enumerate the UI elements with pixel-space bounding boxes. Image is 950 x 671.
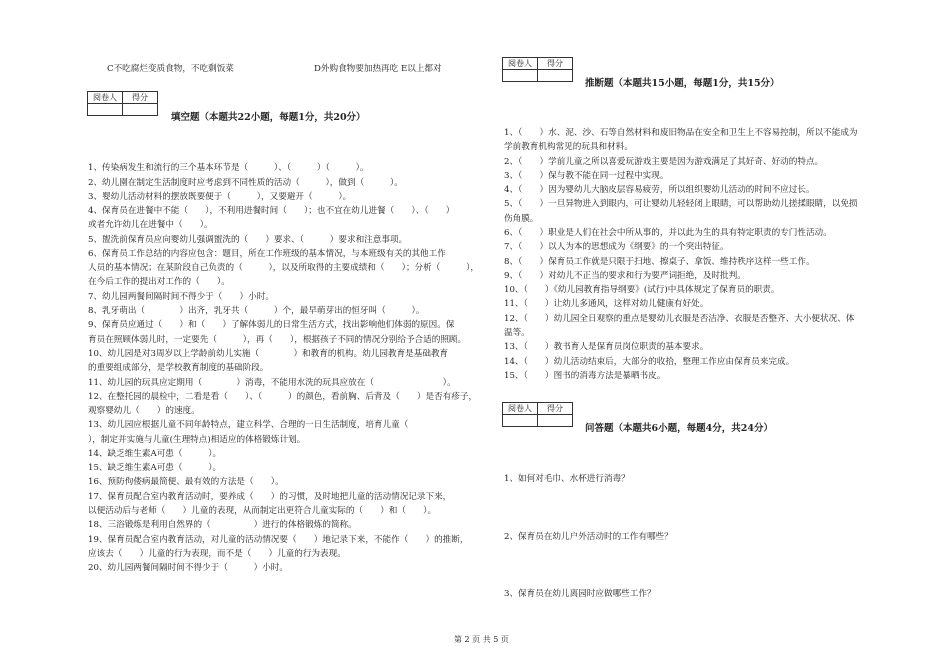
judge-section-title: 推断题（本题共15小题，每题1分，共15分） [585,78,780,89]
fill-line: 15、缺乏维生素A可患（ ）。 [88,463,222,473]
fill-line: 3、婴幼儿活动材料的摆放既要便于（ ），又要避开（ ）。 [88,192,352,202]
judge-line: 温等。 [504,328,530,338]
fill-line: 17、保育员配合室内教育活动时，要养成（ ）的习惯，及时地把儿童的活动情况记录下来， [88,492,452,502]
fill-line: 2、幼儿園在制定生活制度时应考虑到不同性质的活动（ ），做到（ ）。 [88,178,403,188]
fill-line: 20、幼儿园两餐间隔时间不得少于（ ）小时。 [88,563,288,573]
fill-line: 应该去（ ）儿童的行为表现，而不是（ ）儿童的行为表现。 [88,549,346,559]
option-de: D外购食物要加热再吃 E以上都对 [314,64,442,74]
fill-line: 10、幼儿园是对3周岁以上学龄前幼儿实施（ ）和教育的机构。幼儿园教育是基础教育 [88,349,449,359]
fill-line: 14、缺乏维生素A可患（ ）。 [88,449,222,459]
qa-question-3: 3、保育员在幼儿离园时应做哪些工作？ [504,589,656,599]
fill-line: 观察婴幼儿（ ）的速度。 [88,406,200,416]
qa-section-title: 问答题（本题共6小题，每题4分，共24分） [585,423,773,434]
fill-line: 8、乳牙萌出（ ）出齐，乳牙共（ ）个，最早萌芽出的恒牙叫（ ）。 [88,306,425,316]
fill-line: 19、保育员配合室内教育活动，对儿童的活动情况要（ ）地记录下来，不能作（ ）的推断， [88,535,469,545]
score-cell[interactable] [538,415,573,427]
judge-line: 6、（ ）职业是人们在社会中所从事的，并以此为生的具有特定职责的专门性活动。 [504,228,832,238]
judge-line: 8、（ ）保育员工作就是只限于扫地、擦桌子、拿饭、维持秩序这样一些工作。 [504,257,815,267]
fill-line: 6、保育员工作总结的内容应包含：题目，所在工作班级的基本情况，与本班级有关的其他工作 [88,249,446,259]
score-cell[interactable] [123,104,158,116]
fill-line: 12、在整托园的晨检中，二看是看（ ）、（ ）的颜色，看前胸、后背及（ ）是否有疹子， [88,392,478,402]
fill-line: 育员在照顾体弱儿时，一定要先（ ），再（ ），根据孩子不同的情况分别给予合适的照顾。 [88,335,467,345]
judge-line: 12、（ ）幼儿园全日观察的重点是婴幼儿衣服是否洁净、衣服是否整齐、大小便状况、体 [504,314,855,324]
judge-line: 1、（ ）水、泥、沙、石等自然材料和废旧物品在安全和卫生上不容易控制，所以不能成为 [504,128,858,138]
fill-line: 以便活动后与老师（ ）儿童的表现，从而制定出更符合儿童实际的（ ）和（ ）。 [88,506,437,516]
judge-line: 2、（ ）学前儿童之所以喜爱玩游戏主要是因为游戏满足了其好奇、好动的特点。 [504,157,824,167]
score-cell[interactable] [538,70,573,82]
judge-line: 5、（ ）一旦异物进入到眼内，可让婴幼儿轻轻闭上眼睛，可以帮助幼儿搓揉眼睛，以免损 [504,199,858,209]
fill-line: 或者允许幼儿在进餐中（ ）。 [88,220,213,230]
score-label: 得分 [538,403,573,415]
reviewer-cell[interactable] [503,70,538,82]
score-box-judge [502,57,573,82]
judge-line: 10、（ ）《幼儿园教育指导纲要》(试行)中具体规定了保育员的职责。 [504,285,780,295]
judge-line: 伤角膜。 [504,214,539,224]
fill-line: 的重要组成部分，是学校教育制度的基础阶段。 [88,363,269,373]
fill-line: 在今后工作的提出对工作的（ ）。 [88,277,230,287]
judge-line: 9、（ ）对幼儿不正当的要求和行为要严词拒绝，及时批判。 [504,271,746,281]
score-box-qa [502,402,573,427]
qa-question-1: 1、如何对毛巾、水杯进行消毒？ [504,474,630,484]
page-number: 第 2 页 共 5 页 [454,635,509,644]
score-box-fill [87,91,158,116]
fill-line: 7、幼儿园两餐间隔时间不得少于（ ）小时。 [88,292,274,302]
judge-line: 14、（ ）幼儿活动结束后，大部分的收拾，整理工作应由保育员来完成。 [504,357,795,367]
reviewer-cell[interactable] [88,104,123,116]
reviewer-label: 阅卷人 [503,58,538,70]
judge-line: 15、（ ）图书的消毒方法是暴晒书皮。 [504,371,666,381]
fill-line: 18、三浴锻炼是利用自然界的（ ）进行的体格锻炼的简称。 [88,520,357,530]
fill-line: 5、盥洗前保育员应向婴幼儿强调盥洗的（ ）要求、（ ）要求和注意事项。 [88,235,408,245]
judge-line: 3、（ ）保与教不能在同一过程中实现。 [504,171,669,181]
judge-line: 学前教育机构常见的玩具和材料。 [504,142,633,152]
reviewer-label: 阅卷人 [88,92,123,104]
score-label: 得分 [538,58,573,70]
fill-line: 9、保育员应通过（ ）和（ ）了解体弱儿的日常生活方式，找出影响他们体弱的原因。保 [88,320,455,330]
fill-line: ），制定并实施与儿童(生理特点)相适应的体格锻炼计划。 [88,435,306,445]
fill-line: 人员的基本情况；在某阶段自己负责的（ ），以及所取得的主要成绩和（ ）；分析（ ）， [88,263,480,273]
reviewer-cell[interactable] [503,415,538,427]
judge-line: 13、（ ）教书育人是保育员岗位职责的基本要求。 [504,342,709,352]
fill-section-title: 填空题（本题共22小题，每题1分，共20分） [171,112,366,123]
qa-question-2: 2、保育员在幼儿户外活动时的工作有哪些？ [504,532,673,542]
fill-line: 11、幼儿园的玩具应定期用（ ）消毒，不能用水洗的玩具应放在（ ）。 [88,378,456,388]
judge-line: 11、（ ）让幼儿多通风，这样对幼儿健康有好处。 [504,299,709,309]
judge-line: 7、（ ）以人为本的思想成为《纲要》的一个突出特征。 [504,242,729,252]
reviewer-label: 阅卷人 [503,403,538,415]
fill-line: 1、传染病发生和流行的三个基本环节是（ ）、（ ）（ ）。 [88,163,369,173]
fill-line: 16、预防佝偻病最简便、最有效的方法是（ ）。 [88,477,284,487]
fill-line: 4、保育员在进餐中不能（ ），不利用进餐时间（ ）；也不宜在幼儿进餐（ ）、（ ） [88,206,455,216]
judge-line: 4、（ ）因为婴幼儿大脑皮层容易疲劳，所以组织婴幼儿活动的时间不应过长。 [504,185,815,195]
score-label: 得分 [123,92,158,104]
fill-line: 13、幼儿园应根据儿童不同年龄特点，建立科学、合理的一日生活制度，培育儿童（ [88,420,443,430]
option-c: C不吃腐烂变质食物，不吃剩饭菜 [107,64,234,74]
